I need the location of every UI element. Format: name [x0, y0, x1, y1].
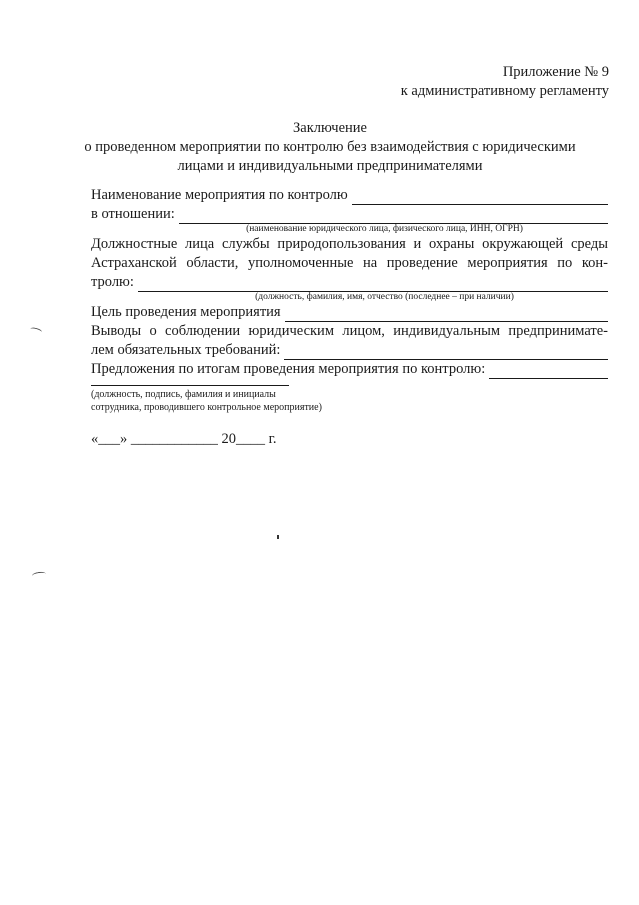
signature-hint-line2: сотрудника, проводившего контрольное мероприятие): [91, 402, 322, 413]
regarding-row: [91, 205, 608, 224]
event-name-row: [91, 186, 608, 205]
title-subtitle-line2: лицами и индивидуальными предпринимателями: [177, 158, 483, 174]
signature-field[interactable]: [91, 373, 289, 386]
event-name-label: Наименование мероприятия по контролю: [91, 187, 348, 203]
annex-number: Приложение № 9: [502, 64, 609, 80]
scan-mark: [30, 327, 43, 335]
regarding-label: в отношении:: [91, 206, 175, 222]
conclusions-label: лем обязательных требований:: [91, 342, 281, 358]
signature-hint-line1: (должность, подпись, фамилия и инициалы: [91, 389, 276, 400]
purpose-field[interactable]: [285, 307, 608, 322]
conclusions-line1: Выводы о соблюдении юридическим лицом, индивидуальным предпринимате-: [91, 323, 608, 339]
scan-speck: [277, 535, 279, 539]
annex-header: [401, 63, 609, 101]
date-field[interactable]: «___» ____________ 20____ г.: [91, 431, 277, 447]
scan-mark: [32, 571, 47, 579]
conclusions-row: [91, 341, 608, 360]
conclusions-field[interactable]: [284, 345, 608, 360]
officials-field[interactable]: [138, 277, 608, 292]
officials-line1: Должностные лица службы природопользования и охраны окружающей среды: [91, 236, 608, 252]
annex-reference: к административному регламенту: [400, 83, 609, 99]
regarding-hint: (наименование юридического лица, физического лица, ИНН, ОГРН): [246, 224, 523, 234]
officials-hint: (должность, фамилия, имя, отчество (последнее – при наличии): [255, 292, 514, 302]
title-subtitle-line1: о проведенном мероприятии по контролю без взаимодействия с юридическими: [84, 139, 576, 155]
regarding-field[interactable]: [179, 209, 608, 224]
signature-block: [91, 373, 322, 414]
proposals-field[interactable]: [489, 364, 608, 379]
purpose-row: [91, 303, 608, 322]
officials-label: тролю:: [91, 274, 134, 290]
purpose-label: Цель проведения мероприятия: [91, 304, 281, 320]
document-title: [80, 119, 580, 176]
event-name-field[interactable]: [352, 190, 608, 205]
proposals-label: Предложения по итогам проведения мероприятия по контролю:: [91, 361, 486, 377]
officials-row: [91, 273, 608, 292]
title-heading: Заключение: [293, 120, 367, 136]
officials-line2: Астраханской области, уполномоченные на проведение мероприятия по кон-: [91, 255, 608, 271]
conclusion-form: [91, 186, 608, 379]
